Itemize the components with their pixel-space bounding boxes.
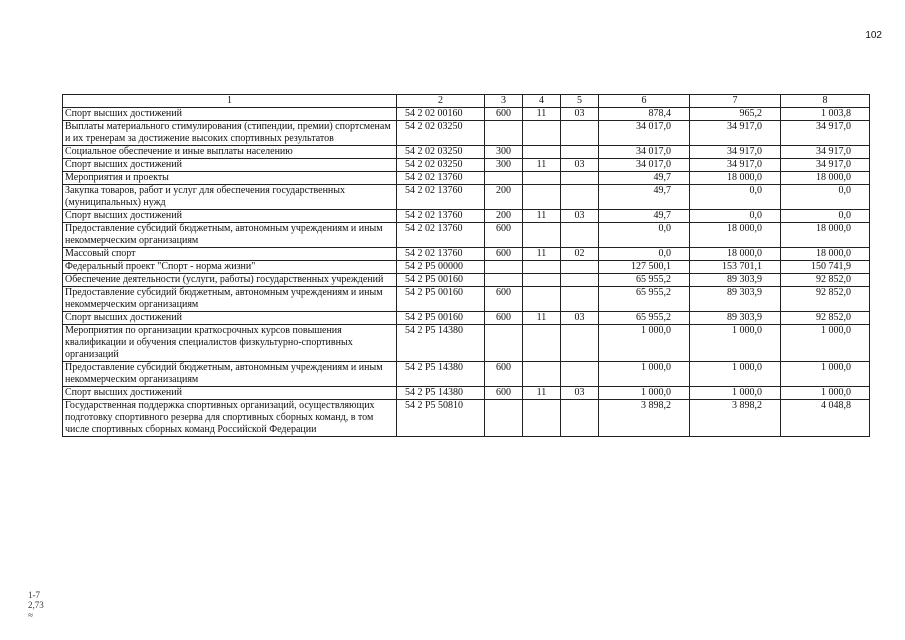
subsection-cell xyxy=(561,146,599,159)
section-cell xyxy=(523,400,561,437)
amount-col6-cell: 1 000,0 xyxy=(599,387,690,400)
amount-col6-cell: 1 000,0 xyxy=(599,325,690,362)
header-cell: 8 xyxy=(781,95,870,108)
item-name-cell: Спорт высших достижений xyxy=(63,312,397,325)
subsection-cell xyxy=(561,121,599,146)
code-cell: 54 2 02 13760 xyxy=(397,172,485,185)
table-body xyxy=(63,108,870,437)
type-cell: 600 xyxy=(485,108,523,121)
code-cell: 54 2 02 03250 xyxy=(397,146,485,159)
item-name-cell: Предоставление субсидий бюджетным, автономным учреждениям и иным некоммерческим организациям xyxy=(63,287,397,312)
amount-col6-cell: 3 898,2 xyxy=(599,400,690,437)
amount-col7-cell: 34 917,0 xyxy=(690,159,781,172)
amount-col8-cell: 1 000,0 xyxy=(781,362,870,387)
section-cell xyxy=(523,362,561,387)
code-cell: 54 2 02 13760 xyxy=(397,223,485,248)
type-cell: 300 xyxy=(485,159,523,172)
table-row xyxy=(63,223,870,248)
subsection-cell: 02 xyxy=(561,248,599,261)
type-cell: 300 xyxy=(485,146,523,159)
amount-col6-cell: 34 017,0 xyxy=(599,121,690,146)
amount-col8-cell: 18 000,0 xyxy=(781,172,870,185)
amount-col8-cell: 0,0 xyxy=(781,210,870,223)
amount-col8-cell: 34 917,0 xyxy=(781,121,870,146)
section-cell xyxy=(523,223,561,248)
item-name-cell: Выплаты материального стимулирования (стипендии, премии) спортсменам и их тренерам за достижение высоких спортивных результатов xyxy=(63,121,397,146)
table-row xyxy=(63,248,870,261)
header-cell: 6 xyxy=(599,95,690,108)
amount-col6-cell: 49,7 xyxy=(599,172,690,185)
type-cell: 600 xyxy=(485,362,523,387)
budget-table xyxy=(62,94,870,437)
section-cell xyxy=(523,172,561,185)
amount-col7-cell: 18 000,0 xyxy=(690,248,781,261)
amount-col8-cell: 34 917,0 xyxy=(781,159,870,172)
section-cell xyxy=(523,287,561,312)
subsection-cell xyxy=(561,223,599,248)
page-number: 102 xyxy=(865,30,882,41)
code-cell: 54 2 P5 14380 xyxy=(397,387,485,400)
amount-col6-cell: 65 955,2 xyxy=(599,312,690,325)
amount-col6-cell: 0,0 xyxy=(599,223,690,248)
type-cell: 600 xyxy=(485,387,523,400)
type-cell xyxy=(485,400,523,437)
code-cell: 54 2 02 03250 xyxy=(397,121,485,146)
table-row xyxy=(63,108,870,121)
amount-col6-cell: 0,0 xyxy=(599,248,690,261)
amount-col7-cell: 1 000,0 xyxy=(690,387,781,400)
type-cell: 200 xyxy=(485,185,523,210)
amount-col7-cell: 965,2 xyxy=(690,108,781,121)
header-cell: 4 xyxy=(523,95,561,108)
table-row xyxy=(63,287,870,312)
subsection-cell xyxy=(561,261,599,274)
amount-col8-cell: 1 000,0 xyxy=(781,387,870,400)
type-cell xyxy=(485,121,523,146)
amount-col8-cell: 18 000,0 xyxy=(781,248,870,261)
section-cell: 11 xyxy=(523,312,561,325)
type-cell xyxy=(485,325,523,362)
section-cell xyxy=(523,325,561,362)
item-name-cell: Массовый спорт xyxy=(63,248,397,261)
amount-col8-cell: 34 917,0 xyxy=(781,146,870,159)
table-row xyxy=(63,185,870,210)
table-row xyxy=(63,400,870,437)
code-cell: 54 2 P5 14380 xyxy=(397,325,485,362)
table-row xyxy=(63,261,870,274)
subsection-cell xyxy=(561,325,599,362)
subsection-cell xyxy=(561,274,599,287)
item-name-cell: Закупка товаров, работ и услуг для обеспечения государственных (муниципальных) нужд xyxy=(63,185,397,210)
amount-col6-cell: 49,7 xyxy=(599,185,690,210)
code-cell: 54 2 P5 00000 xyxy=(397,261,485,274)
item-name-cell: Спорт высших достижений xyxy=(63,210,397,223)
section-cell: 11 xyxy=(523,108,561,121)
amount-col8-cell: 92 852,0 xyxy=(781,274,870,287)
item-name-cell: Предоставление субсидий бюджетным, автономным учреждениям и иным некоммерческим организациям xyxy=(63,223,397,248)
item-name-cell: Спорт высших достижений xyxy=(63,159,397,172)
section-cell xyxy=(523,185,561,210)
item-name-cell: Мероприятия по организации краткосрочных курсов повышения квалификации и обучения специалистов физкультурно-спортивных организаций xyxy=(63,325,397,362)
section-cell xyxy=(523,261,561,274)
section-cell: 11 xyxy=(523,387,561,400)
code-cell: 54 2 02 13760 xyxy=(397,185,485,210)
header-cell: 7 xyxy=(690,95,781,108)
subsection-cell xyxy=(561,172,599,185)
section-cell xyxy=(523,146,561,159)
type-cell: 600 xyxy=(485,248,523,261)
amount-col8-cell: 18 000,0 xyxy=(781,223,870,248)
amount-col7-cell: 0,0 xyxy=(690,185,781,210)
code-cell: 54 2 P5 00160 xyxy=(397,274,485,287)
header-cell: 3 xyxy=(485,95,523,108)
amount-col7-cell: 3 898,2 xyxy=(690,400,781,437)
table-row xyxy=(63,121,870,146)
table-row xyxy=(63,210,870,223)
section-cell: 11 xyxy=(523,159,561,172)
section-cell: 11 xyxy=(523,210,561,223)
subsection-cell xyxy=(561,185,599,210)
amount-col6-cell: 65 955,2 xyxy=(599,274,690,287)
amount-col7-cell: 89 303,9 xyxy=(690,274,781,287)
type-cell xyxy=(485,274,523,287)
header-cell: 2 xyxy=(397,95,485,108)
code-cell: 54 2 02 13760 xyxy=(397,248,485,261)
code-cell: 54 2 02 00160 xyxy=(397,108,485,121)
table-row xyxy=(63,172,870,185)
subsection-cell xyxy=(561,287,599,312)
item-name-cell: Обеспечение деятельности (услуги, работы) государственных учреждений xyxy=(63,274,397,287)
amount-col7-cell: 1 000,0 xyxy=(690,325,781,362)
table-row xyxy=(63,159,870,172)
subsection-cell: 03 xyxy=(561,387,599,400)
amount-col8-cell: 0,0 xyxy=(781,185,870,210)
amount-col8-cell: 92 852,0 xyxy=(781,287,870,312)
section-cell: 11 xyxy=(523,248,561,261)
subsection-cell xyxy=(561,400,599,437)
type-cell: 200 xyxy=(485,210,523,223)
amount-col6-cell: 878,4 xyxy=(599,108,690,121)
amount-col6-cell: 65 955,2 xyxy=(599,287,690,312)
type-cell: 600 xyxy=(485,223,523,248)
amount-col8-cell: 150 741,9 xyxy=(781,261,870,274)
amount-col6-cell: 34 017,0 xyxy=(599,146,690,159)
code-cell: 54 2 P5 14380 xyxy=(397,362,485,387)
type-cell xyxy=(485,261,523,274)
table-row xyxy=(63,387,870,400)
code-cell: 54 2 02 13760 xyxy=(397,210,485,223)
code-cell: 54 2 P5 00160 xyxy=(397,312,485,325)
item-name-cell: Спорт высших достижений xyxy=(63,108,397,121)
item-name-cell: Федеральный проект "Спорт - норма жизни" xyxy=(63,261,397,274)
amount-col6-cell: 127 500,1 xyxy=(599,261,690,274)
subsection-cell: 03 xyxy=(561,312,599,325)
table-row xyxy=(63,325,870,362)
amount-col7-cell: 34 917,0 xyxy=(690,146,781,159)
header-row xyxy=(63,95,870,108)
type-cell: 600 xyxy=(485,312,523,325)
amount-col7-cell: 18 000,0 xyxy=(690,223,781,248)
type-cell: 600 xyxy=(485,287,523,312)
section-cell xyxy=(523,274,561,287)
subsection-cell: 03 xyxy=(561,210,599,223)
code-cell: 54 2 02 03250 xyxy=(397,159,485,172)
amount-col8-cell: 1 000,0 xyxy=(781,325,870,362)
amount-col8-cell: 4 048,8 xyxy=(781,400,870,437)
amount-col6-cell: 1 000,0 xyxy=(599,362,690,387)
header-cell: 1 xyxy=(63,95,397,108)
item-name-cell: Государственная поддержка спортивных организаций, осуществляющих подготовку спортивного резерва для спортивных сборных команд, в том числе спортивных сборных команд Российской Федерации xyxy=(63,400,397,437)
table-row xyxy=(63,362,870,387)
amount-col6-cell: 49,7 xyxy=(599,210,690,223)
section-cell xyxy=(523,121,561,146)
amount-col8-cell: 1 003,8 xyxy=(781,108,870,121)
amount-col8-cell: 92 852,0 xyxy=(781,312,870,325)
table-row xyxy=(63,312,870,325)
item-name-cell: Социальное обеспечение и иные выплаты населению xyxy=(63,146,397,159)
amount-col7-cell: 34 917,0 xyxy=(690,121,781,146)
item-name-cell: Предоставление субсидий бюджетным, автономным учреждениям и иным некоммерческим организациям xyxy=(63,362,397,387)
margin-handwriting: 1-7 2,73 ≈ xyxy=(28,590,44,620)
amount-col7-cell: 89 303,9 xyxy=(690,287,781,312)
subsection-cell: 03 xyxy=(561,159,599,172)
subsection-cell xyxy=(561,362,599,387)
amount-col7-cell: 18 000,0 xyxy=(690,172,781,185)
code-cell: 54 2 P5 50810 xyxy=(397,400,485,437)
code-cell: 54 2 P5 00160 xyxy=(397,287,485,312)
amount-col7-cell: 89 303,9 xyxy=(690,312,781,325)
table-row xyxy=(63,146,870,159)
subsection-cell: 03 xyxy=(561,108,599,121)
amount-col7-cell: 0,0 xyxy=(690,210,781,223)
amount-col6-cell: 34 017,0 xyxy=(599,159,690,172)
item-name-cell: Мероприятия и проекты xyxy=(63,172,397,185)
header-cell: 5 xyxy=(561,95,599,108)
table-row xyxy=(63,274,870,287)
amount-col7-cell: 1 000,0 xyxy=(690,362,781,387)
item-name-cell: Спорт высших достижений xyxy=(63,387,397,400)
type-cell xyxy=(485,172,523,185)
amount-col7-cell: 153 701,1 xyxy=(690,261,781,274)
